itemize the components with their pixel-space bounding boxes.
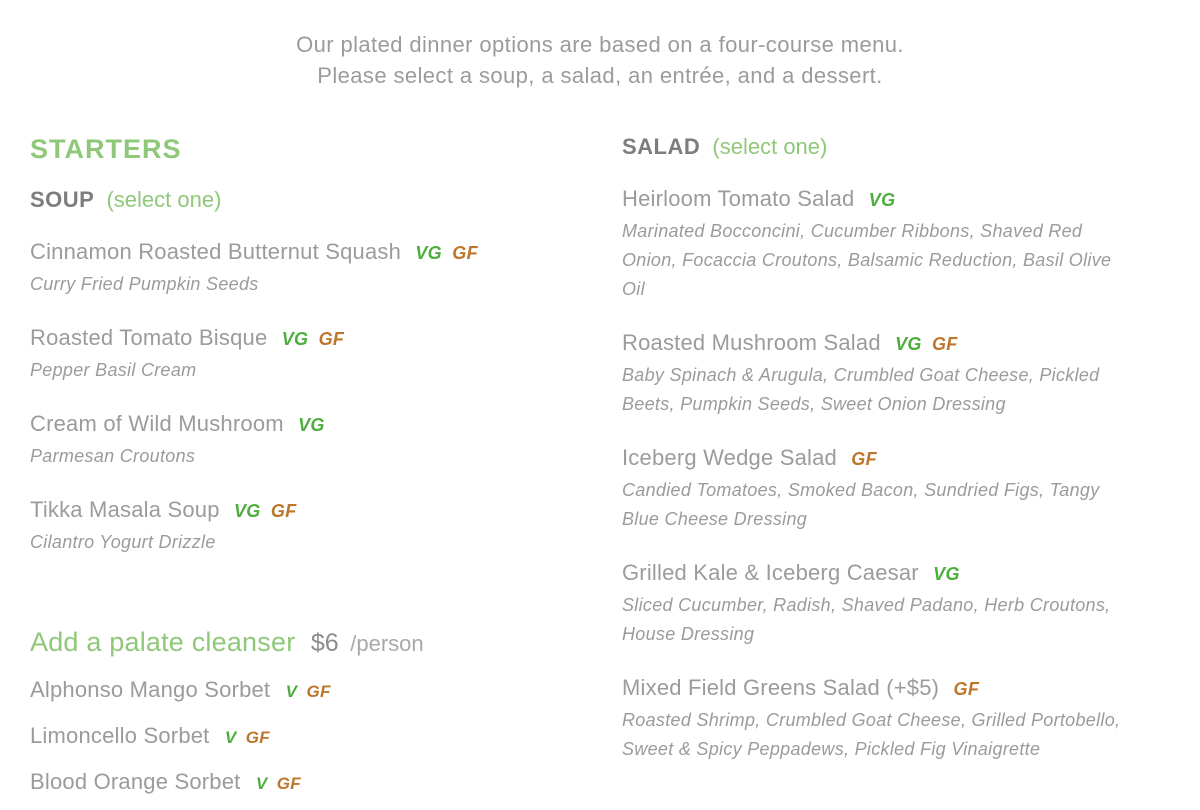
dietary-tag-gf: GF xyxy=(953,679,980,699)
menu-item-salad-5 xyxy=(622,674,1130,764)
dietary-tag-gf: GF xyxy=(851,449,877,469)
soup-section-label xyxy=(30,187,592,213)
menu-item-sorbet-3 xyxy=(30,768,592,798)
menu-columns xyxy=(0,91,1200,798)
item-name-text: Heirloom Tomato Salad xyxy=(622,186,855,211)
dietary-tag-vg: VG xyxy=(895,334,922,354)
item-name xyxy=(622,185,1130,214)
item-name-text: Roasted Mushroom Salad xyxy=(622,330,881,355)
menu-item-salad-1 xyxy=(622,185,1130,304)
dietary-tag-v: V xyxy=(255,774,268,793)
item-description: Pepper Basil Cream xyxy=(30,360,197,380)
dietary-tag-gf: GF xyxy=(452,243,478,263)
menu-item-soup-2 xyxy=(30,324,592,385)
item-name-text: Mixed Field Greens Salad (+$5) xyxy=(622,675,940,700)
palate-cleanser-heading xyxy=(30,626,592,660)
item-name-text: Alphonso Mango Sorbet xyxy=(30,677,271,702)
palate-cleanser-unit: /person xyxy=(350,631,424,656)
starters-title: STARTERS xyxy=(30,134,182,164)
dietary-tag-vg: VG xyxy=(298,415,325,435)
item-description: Baby Spinach & Arugula, Crumbled Goat Cheese, Pickled Beets, Pumpkin Seeds, Sweet Onion Dressing xyxy=(622,365,1100,414)
menu-item-soup-3 xyxy=(30,410,592,471)
item-description: Parmesan Croutons xyxy=(30,446,196,466)
intro-line-2: Please select a soup, a salad, an entrée, and a dessert. xyxy=(317,63,883,88)
salad-column xyxy=(622,91,1130,764)
palate-cleanser-price: $6 xyxy=(310,629,339,657)
dietary-tag-gf: GF xyxy=(270,501,297,521)
item-name-text: Blood Orange Sorbet xyxy=(30,769,241,794)
dietary-tag-vg: VG xyxy=(233,501,261,521)
item-name xyxy=(622,444,1130,473)
dietary-tag-gf: GF xyxy=(932,334,958,354)
dietary-tag-v: V xyxy=(285,682,298,701)
menu-item-soup-4 xyxy=(30,496,592,557)
menu-item-salad-4 xyxy=(622,559,1130,649)
item-name-text: Tikka Masala Soup xyxy=(30,497,220,522)
item-name-text: Limoncello Sorbet xyxy=(30,723,210,748)
item-name-text: Roasted Tomato Bisque xyxy=(30,325,268,350)
dietary-tag-gf: GF xyxy=(318,329,345,349)
item-name-text: Cream of Wild Mushroom xyxy=(30,411,284,436)
soup-select-note: (select one) xyxy=(106,187,222,212)
menu-item-soup-1 xyxy=(30,238,592,299)
menu-item-salad-2 xyxy=(622,329,1130,419)
item-name xyxy=(30,722,592,752)
salad-section-label xyxy=(622,134,1130,160)
item-name xyxy=(622,559,1130,588)
dietary-tag-vg: VG xyxy=(933,564,960,584)
soup-label: SOUP xyxy=(30,187,95,212)
menu-item-sorbet-1 xyxy=(30,676,592,706)
item-name-text: Cinnamon Roasted Butternut Squash xyxy=(30,239,402,264)
item-name xyxy=(622,329,1130,358)
menu-item-salad-3 xyxy=(622,444,1130,534)
item-name xyxy=(30,768,592,798)
palate-cleanser-title: Add a palate cleanser xyxy=(30,627,296,657)
menu-item-sorbet-2 xyxy=(30,722,592,752)
dietary-tag-vg: VG xyxy=(281,329,309,349)
item-name-text: Grilled Kale & Iceberg Caesar xyxy=(622,560,919,585)
item-description: Sliced Cucumber, Radish, Shaved Padano, Herb Croutons, House Dressing xyxy=(622,595,1111,644)
starters-column xyxy=(30,91,592,798)
item-name xyxy=(622,674,1130,703)
intro-text xyxy=(0,0,1200,91)
item-name xyxy=(30,324,592,353)
item-name-text: Iceberg Wedge Salad xyxy=(622,445,837,470)
dietary-tag-vg: VG xyxy=(868,190,896,210)
item-name xyxy=(30,410,592,439)
item-description: Marinated Bocconcini, Cucumber Ribbons, Shaved Red Onion, Focaccia Croutons, Balsamic Reduction, Basil Olive Oil xyxy=(622,221,1112,299)
item-name xyxy=(30,496,592,525)
salad-select-note: (select one) xyxy=(712,134,828,159)
item-description: Curry Fried Pumpkin Seeds xyxy=(30,274,259,294)
dietary-tag-gf: GF xyxy=(245,728,270,747)
item-name xyxy=(30,676,592,706)
salad-label: SALAD xyxy=(622,134,701,159)
item-description: Cilantro Yogurt Drizzle xyxy=(30,532,216,552)
item-description: Candied Tomatoes, Smoked Bacon, Sundried Figs, Tangy Blue Cheese Dressing xyxy=(622,480,1100,529)
dietary-tag-gf: GF xyxy=(276,774,301,793)
dietary-tag-vg: VG xyxy=(415,243,442,263)
intro-line-1: Our plated dinner options are based on a four-course menu. xyxy=(296,32,904,57)
item-name xyxy=(30,238,592,267)
dietary-tag-gf: GF xyxy=(306,682,331,701)
item-description: Roasted Shrimp, Crumbled Goat Cheese, Grilled Portobello, Sweet & Spicy Peppadews, Pickled Fig Vinaigrette xyxy=(622,710,1121,759)
dietary-tag-v: V xyxy=(224,728,237,747)
